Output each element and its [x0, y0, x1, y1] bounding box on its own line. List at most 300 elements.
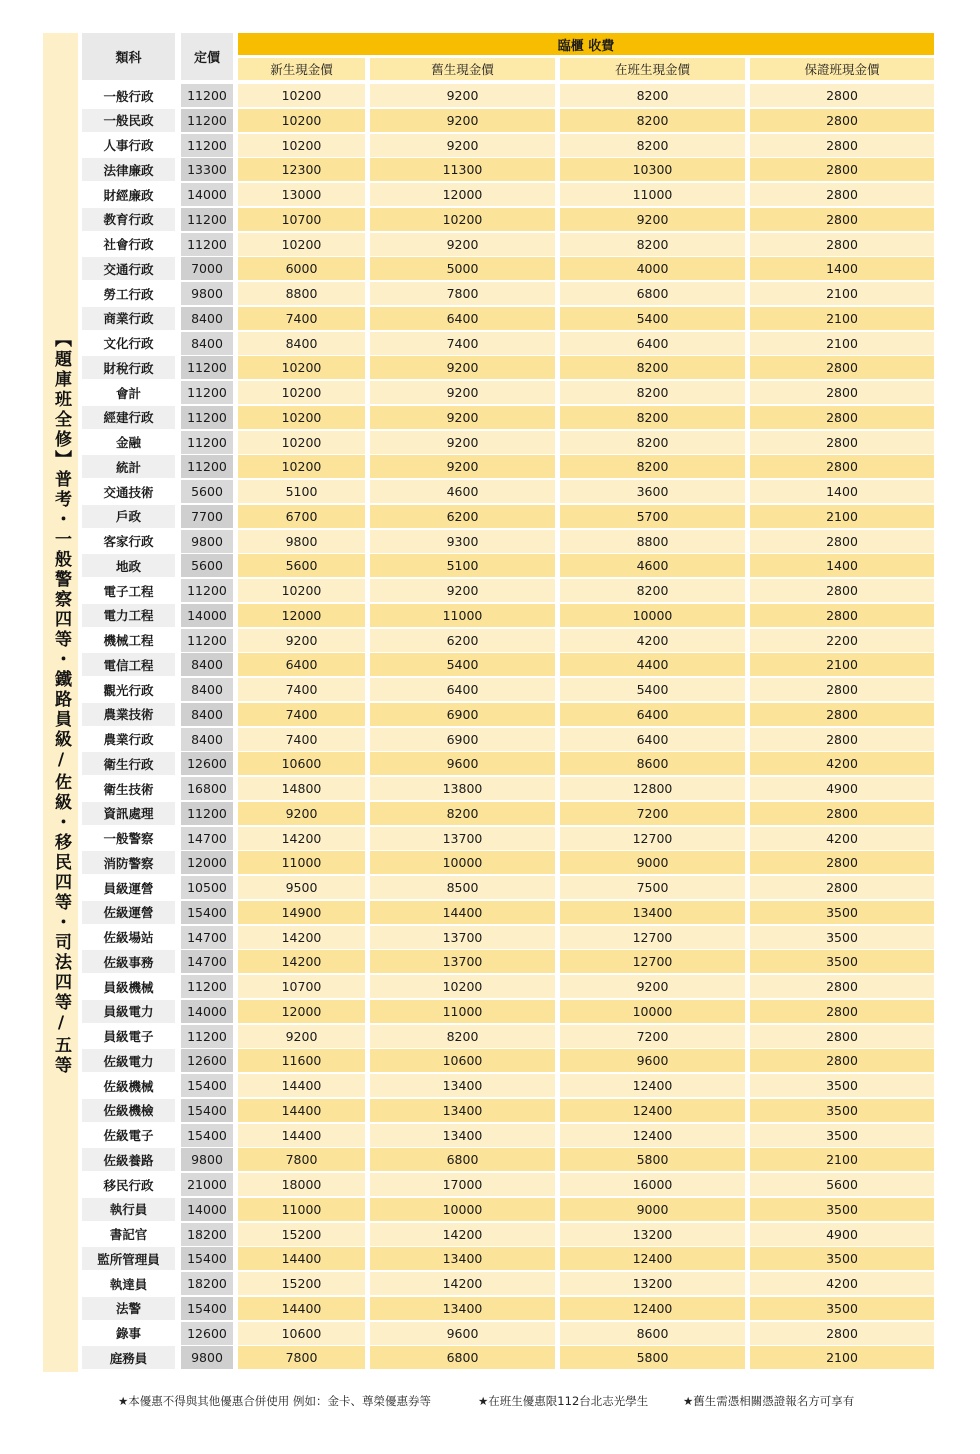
guarantee-class-price-cell: 2800 [750, 703, 934, 726]
category-cell: 地政 [82, 554, 175, 577]
returning-student-price-cell: 12000 [370, 183, 555, 206]
list-price-cell: 8400 [181, 307, 233, 330]
new-student-price-cell: 9200 [238, 1025, 365, 1048]
table-row [0, 1025, 980, 1048]
table-row [0, 827, 980, 850]
category-cell: 員級機械 [82, 975, 175, 998]
list-price-cell: 7000 [181, 257, 233, 280]
category-cell: 電信工程 [82, 653, 175, 676]
table-row [0, 158, 980, 181]
guarantee-class-price-cell: 2800 [750, 579, 934, 602]
category-cell: 移民行政 [82, 1173, 175, 1196]
returning-student-price-cell: 10000 [370, 1198, 555, 1221]
guarantee-class-price-cell: 3500 [750, 1297, 934, 1320]
table-row [0, 208, 980, 231]
table-row [0, 1099, 980, 1122]
category-cell: 執達員 [82, 1272, 175, 1295]
table-row [0, 653, 980, 676]
new-student-price-cell: 11000 [238, 1198, 365, 1221]
current-student-price-cell: 8200 [560, 579, 745, 602]
table-row [0, 332, 980, 355]
current-student-price-cell: 6800 [560, 282, 745, 305]
list-price-cell: 15400 [181, 901, 233, 924]
table-row [0, 109, 980, 132]
returning-student-price-cell: 6900 [370, 703, 555, 726]
new-student-price-cell: 10600 [238, 1322, 365, 1345]
new-student-price-cell: 6700 [238, 505, 365, 528]
category-cell: 佐級電力 [82, 1049, 175, 1072]
current-student-price-cell: 9200 [560, 975, 745, 998]
returning-student-price-cell: 8200 [370, 1025, 555, 1048]
guarantee-class-price-cell: 3500 [750, 950, 934, 973]
category-cell: 佐級機檢 [82, 1099, 175, 1122]
new-student-price-cell: 15200 [238, 1223, 365, 1246]
returning-student-price-cell: 5100 [370, 554, 555, 577]
returning-student-price-cell: 9200 [370, 431, 555, 454]
category-cell: 一般警察 [82, 827, 175, 850]
current-student-price-cell: 8200 [560, 381, 745, 404]
category-cell: 佐級機械 [82, 1074, 175, 1097]
category-cell: 觀光行政 [82, 678, 175, 701]
table-row [0, 1322, 980, 1345]
list-price-cell: 14000 [181, 604, 233, 627]
current-student-price-cell: 4000 [560, 257, 745, 280]
new-student-price-cell: 14400 [238, 1247, 365, 1270]
new-student-price-cell: 9800 [238, 530, 365, 553]
category-cell: 財稅行政 [82, 356, 175, 379]
category-cell: 勞工行政 [82, 282, 175, 305]
new-student-price-cell: 10200 [238, 233, 365, 256]
table-row [0, 381, 980, 404]
category-cell: 佐級事務 [82, 950, 175, 973]
new-student-price-cell: 10200 [238, 381, 365, 404]
category-cell: 人事行政 [82, 134, 175, 157]
category-cell: 電力工程 [82, 604, 175, 627]
list-price-cell: 11200 [181, 1025, 233, 1048]
guarantee-class-price-cell: 2800 [750, 1322, 934, 1345]
returning-student-price-cell: 7400 [370, 332, 555, 355]
current-student-price-cell: 5700 [560, 505, 745, 528]
list-price-cell: 12600 [181, 752, 233, 775]
returning-student-price-cell: 4600 [370, 480, 555, 503]
category-cell: 佐級電子 [82, 1124, 175, 1147]
table-row [0, 678, 980, 701]
list-price-cell: 5600 [181, 554, 233, 577]
new-student-price-cell: 14200 [238, 950, 365, 973]
table-row [0, 926, 980, 949]
list-price-cell: 12600 [181, 1049, 233, 1072]
table-row [0, 1346, 980, 1369]
new-student-price-cell: 9200 [238, 802, 365, 825]
returning-student-price-cell: 9200 [370, 84, 555, 107]
list-price-cell: 14000 [181, 1000, 233, 1023]
current-student-price-cell: 5400 [560, 307, 745, 330]
new-student-price-cell: 9200 [238, 629, 365, 652]
category-cell: 消防警察 [82, 851, 175, 874]
returning-student-price-cell: 6900 [370, 728, 555, 751]
new-student-price-cell: 10200 [238, 406, 365, 429]
list-price-cell: 14700 [181, 950, 233, 973]
category-cell: 客家行政 [82, 530, 175, 553]
guarantee-class-price-cell: 1400 [750, 480, 934, 503]
table-row [0, 1074, 980, 1097]
list-price-cell: 14700 [181, 926, 233, 949]
list-price-cell: 12000 [181, 851, 233, 874]
table-row [0, 530, 980, 553]
returning-student-price-cell: 5000 [370, 257, 555, 280]
new-student-price-cell: 5600 [238, 554, 365, 577]
list-price-cell: 9800 [181, 1346, 233, 1369]
new-student-price-cell: 14400 [238, 1297, 365, 1320]
returning-student-price-cell: 9200 [370, 109, 555, 132]
new-student-price-cell: 18000 [238, 1173, 365, 1196]
guarantee-class-price-cell: 2800 [750, 1000, 934, 1023]
list-price-cell: 11200 [181, 975, 233, 998]
new-student-price-cell: 15200 [238, 1272, 365, 1295]
list-price-cell: 13300 [181, 158, 233, 181]
current-student-price-cell: 12700 [560, 926, 745, 949]
header-guarantee-class-price: 保證班現金價 [750, 58, 934, 80]
table-row [0, 1000, 980, 1023]
new-student-price-cell: 8400 [238, 332, 365, 355]
current-student-price-cell: 8200 [560, 455, 745, 478]
footer-note: ★本優惠不得與其他優惠合併使用 例如：金卡、尊榮優惠券等 [118, 1394, 431, 1408]
footer-notes [0, 1393, 980, 1413]
list-price-cell: 8400 [181, 703, 233, 726]
guarantee-class-price-cell: 2800 [750, 381, 934, 404]
new-student-price-cell: 7800 [238, 1346, 365, 1369]
table-row [0, 1297, 980, 1320]
table-row [0, 604, 980, 627]
new-student-price-cell: 6000 [238, 257, 365, 280]
table-row [0, 480, 980, 503]
new-student-price-cell: 14400 [238, 1074, 365, 1097]
category-cell: 農業行政 [82, 728, 175, 751]
returning-student-price-cell: 13400 [370, 1124, 555, 1147]
category-cell: 農業技術 [82, 703, 175, 726]
guarantee-class-price-cell: 4200 [750, 827, 934, 850]
category-cell: 佐級養路 [82, 1148, 175, 1171]
new-student-price-cell: 10200 [238, 431, 365, 454]
guarantee-class-price-cell: 2800 [750, 802, 934, 825]
returning-student-price-cell: 9200 [370, 356, 555, 379]
list-price-cell: 15400 [181, 1124, 233, 1147]
category-cell: 統計 [82, 455, 175, 478]
guarantee-class-price-cell: 2800 [750, 134, 934, 157]
returning-student-price-cell: 6400 [370, 307, 555, 330]
table-row [0, 629, 980, 652]
new-student-price-cell: 10700 [238, 975, 365, 998]
table-row [0, 752, 980, 775]
category-cell: 監所管理員 [82, 1247, 175, 1270]
current-student-price-cell: 12400 [560, 1074, 745, 1097]
new-student-price-cell: 12000 [238, 604, 365, 627]
guarantee-class-price-cell: 2800 [750, 728, 934, 751]
guarantee-class-price-cell: 2100 [750, 307, 934, 330]
list-price-cell: 9800 [181, 282, 233, 305]
new-student-price-cell: 10200 [238, 84, 365, 107]
current-student-price-cell: 5800 [560, 1148, 745, 1171]
current-student-price-cell: 7200 [560, 802, 745, 825]
table-row [0, 876, 980, 899]
list-price-cell: 11200 [181, 109, 233, 132]
new-student-price-cell: 7400 [238, 703, 365, 726]
current-student-price-cell: 13400 [560, 901, 745, 924]
list-price-cell: 21000 [181, 1173, 233, 1196]
guarantee-class-price-cell: 3500 [750, 1074, 934, 1097]
list-price-cell: 11200 [181, 134, 233, 157]
guarantee-class-price-cell: 2100 [750, 653, 934, 676]
category-cell: 交通行政 [82, 257, 175, 280]
guarantee-class-price-cell: 2800 [750, 158, 934, 181]
list-price-cell: 9800 [181, 530, 233, 553]
category-cell: 文化行政 [82, 332, 175, 355]
list-price-cell: 11200 [181, 579, 233, 602]
returning-student-price-cell: 8500 [370, 876, 555, 899]
new-student-price-cell: 14400 [238, 1099, 365, 1122]
list-price-cell: 15400 [181, 1099, 233, 1122]
current-student-price-cell: 10300 [560, 158, 745, 181]
list-price-cell: 14000 [181, 1198, 233, 1221]
current-student-price-cell: 13200 [560, 1272, 745, 1295]
table-row [0, 84, 980, 107]
returning-student-price-cell: 14200 [370, 1223, 555, 1246]
current-student-price-cell: 9200 [560, 208, 745, 231]
guarantee-class-price-cell: 4200 [750, 1272, 934, 1295]
list-price-cell: 12600 [181, 1322, 233, 1345]
guarantee-class-price-cell: 2800 [750, 183, 934, 206]
category-cell: 書記官 [82, 1223, 175, 1246]
list-price-cell: 11200 [181, 802, 233, 825]
returning-student-price-cell: 6200 [370, 629, 555, 652]
guarantee-class-price-cell: 2100 [750, 1148, 934, 1171]
current-student-price-cell: 16000 [560, 1173, 745, 1196]
new-student-price-cell: 14200 [238, 827, 365, 850]
table-row [0, 975, 980, 998]
table-row [0, 233, 980, 256]
current-student-price-cell: 12400 [560, 1124, 745, 1147]
current-student-price-cell: 7500 [560, 876, 745, 899]
returning-student-price-cell: 6200 [370, 505, 555, 528]
list-price-cell: 8400 [181, 332, 233, 355]
returning-student-price-cell: 10600 [370, 1049, 555, 1072]
table-row [0, 1198, 980, 1221]
header-current-student-price: 在班生現金價 [560, 58, 745, 80]
guarantee-class-price-cell: 1400 [750, 554, 934, 577]
header-category: 類科 [82, 33, 175, 80]
list-price-cell: 15400 [181, 1247, 233, 1270]
category-cell: 社會行政 [82, 233, 175, 256]
guarantee-class-price-cell: 2100 [750, 282, 934, 305]
new-student-price-cell: 10200 [238, 109, 365, 132]
returning-student-price-cell: 13700 [370, 950, 555, 973]
category-cell: 員級運營 [82, 876, 175, 899]
new-student-price-cell: 8800 [238, 282, 365, 305]
guarantee-class-price-cell: 1400 [750, 257, 934, 280]
current-student-price-cell: 8200 [560, 84, 745, 107]
category-cell: 資訊處理 [82, 802, 175, 825]
table-row [0, 1124, 980, 1147]
returning-student-price-cell: 5400 [370, 653, 555, 676]
returning-student-price-cell: 14400 [370, 901, 555, 924]
list-price-cell: 18200 [181, 1223, 233, 1246]
category-cell: 法律廉政 [82, 158, 175, 181]
guarantee-class-price-cell: 2800 [750, 406, 934, 429]
list-price-cell: 11200 [181, 356, 233, 379]
returning-student-price-cell: 10000 [370, 851, 555, 874]
table-row [0, 356, 980, 379]
returning-student-price-cell: 13400 [370, 1074, 555, 1097]
new-student-price-cell: 10200 [238, 579, 365, 602]
category-cell: 佐級運營 [82, 901, 175, 924]
current-student-price-cell: 12700 [560, 950, 745, 973]
list-price-cell: 11200 [181, 629, 233, 652]
table-row [0, 802, 980, 825]
category-cell: 金融 [82, 431, 175, 454]
current-student-price-cell: 8200 [560, 431, 745, 454]
current-student-price-cell: 5800 [560, 1346, 745, 1369]
category-cell: 財經廉政 [82, 183, 175, 206]
returning-student-price-cell: 11300 [370, 158, 555, 181]
returning-student-price-cell: 9200 [370, 406, 555, 429]
category-cell: 戶政 [82, 505, 175, 528]
current-student-price-cell: 13200 [560, 1223, 745, 1246]
table-row [0, 455, 980, 478]
table-row [0, 183, 980, 206]
new-student-price-cell: 10200 [238, 455, 365, 478]
category-cell: 員級電力 [82, 1000, 175, 1023]
guarantee-class-price-cell: 2100 [750, 332, 934, 355]
current-student-price-cell: 9000 [560, 1198, 745, 1221]
current-student-price-cell: 4400 [560, 653, 745, 676]
category-cell: 機械工程 [82, 629, 175, 652]
returning-student-price-cell: 13400 [370, 1297, 555, 1320]
returning-student-price-cell: 6800 [370, 1346, 555, 1369]
category-cell: 會計 [82, 381, 175, 404]
new-student-price-cell: 10600 [238, 752, 365, 775]
current-student-price-cell: 8200 [560, 233, 745, 256]
returning-student-price-cell: 9200 [370, 455, 555, 478]
current-student-price-cell: 8200 [560, 406, 745, 429]
list-price-cell: 11200 [181, 233, 233, 256]
category-cell: 交通技術 [82, 480, 175, 503]
new-student-price-cell: 12300 [238, 158, 365, 181]
returning-student-price-cell: 11000 [370, 1000, 555, 1023]
table-row [0, 851, 980, 874]
new-student-price-cell: 10200 [238, 134, 365, 157]
guarantee-class-price-cell: 2800 [750, 84, 934, 107]
guarantee-class-price-cell: 2800 [750, 851, 934, 874]
list-price-cell: 18200 [181, 1272, 233, 1295]
current-student-price-cell: 10000 [560, 604, 745, 627]
new-student-price-cell: 5100 [238, 480, 365, 503]
list-price-cell: 11200 [181, 406, 233, 429]
current-student-price-cell: 12800 [560, 777, 745, 800]
guarantee-class-price-cell: 2800 [750, 455, 934, 478]
list-price-cell: 8400 [181, 653, 233, 676]
guarantee-class-price-cell: 3500 [750, 1198, 934, 1221]
list-price-cell: 8400 [181, 728, 233, 751]
current-student-price-cell: 8800 [560, 530, 745, 553]
returning-student-price-cell: 6800 [370, 1148, 555, 1171]
guarantee-class-price-cell: 2800 [750, 208, 934, 231]
returning-student-price-cell: 9300 [370, 530, 555, 553]
table-row [0, 1148, 980, 1171]
guarantee-class-price-cell: 2800 [750, 975, 934, 998]
table-row [0, 431, 980, 454]
new-student-price-cell: 7400 [238, 678, 365, 701]
category-cell: 商業行政 [82, 307, 175, 330]
current-student-price-cell: 10000 [560, 1000, 745, 1023]
category-cell: 一般民政 [82, 109, 175, 132]
category-cell: 一般行政 [82, 84, 175, 107]
guarantee-class-price-cell: 4200 [750, 752, 934, 775]
returning-student-price-cell: 7800 [370, 282, 555, 305]
list-price-cell: 10500 [181, 876, 233, 899]
guarantee-class-price-cell: 2200 [750, 629, 934, 652]
header-list-price: 定價 [181, 33, 233, 80]
table-row [0, 1272, 980, 1295]
category-cell: 庭務員 [82, 1346, 175, 1369]
returning-student-price-cell: 13400 [370, 1099, 555, 1122]
list-price-cell: 14000 [181, 183, 233, 206]
returning-student-price-cell: 13700 [370, 926, 555, 949]
guarantee-class-price-cell: 4900 [750, 1223, 934, 1246]
returning-student-price-cell: 10200 [370, 208, 555, 231]
new-student-price-cell: 14400 [238, 1124, 365, 1147]
new-student-price-cell: 14800 [238, 777, 365, 800]
current-student-price-cell: 6400 [560, 728, 745, 751]
returning-student-price-cell: 14200 [370, 1272, 555, 1295]
returning-student-price-cell: 8200 [370, 802, 555, 825]
table-row [0, 728, 980, 751]
guarantee-class-price-cell: 2800 [750, 530, 934, 553]
guarantee-class-price-cell: 2800 [750, 876, 934, 899]
table-row [0, 1049, 980, 1072]
list-price-cell: 16800 [181, 777, 233, 800]
footer-note: ★在班生優惠限112台北志光學生 [478, 1394, 649, 1408]
new-student-price-cell: 10200 [238, 356, 365, 379]
current-student-price-cell: 3600 [560, 480, 745, 503]
category-cell: 電子工程 [82, 579, 175, 602]
current-student-price-cell: 9600 [560, 1049, 745, 1072]
table-row [0, 257, 980, 280]
current-student-price-cell: 8200 [560, 109, 745, 132]
new-student-price-cell: 14200 [238, 926, 365, 949]
footer-note: ★舊生需憑相關憑證報名方可享有 [683, 1394, 855, 1408]
returning-student-price-cell: 9200 [370, 134, 555, 157]
guarantee-class-price-cell: 4900 [750, 777, 934, 800]
returning-student-price-cell: 9200 [370, 233, 555, 256]
guarantee-class-price-cell: 2800 [750, 1025, 934, 1048]
category-cell: 衛生技術 [82, 777, 175, 800]
current-student-price-cell: 8600 [560, 752, 745, 775]
current-student-price-cell: 6400 [560, 332, 745, 355]
current-student-price-cell: 7200 [560, 1025, 745, 1048]
guarantee-class-price-cell: 3500 [750, 901, 934, 924]
returning-student-price-cell: 9200 [370, 579, 555, 602]
current-student-price-cell: 5400 [560, 678, 745, 701]
list-price-cell: 11200 [181, 84, 233, 107]
list-price-cell: 5600 [181, 480, 233, 503]
guarantee-class-price-cell: 2100 [750, 505, 934, 528]
guarantee-class-price-cell: 2800 [750, 233, 934, 256]
current-student-price-cell: 12400 [560, 1099, 745, 1122]
category-cell: 執行員 [82, 1198, 175, 1221]
current-student-price-cell: 8600 [560, 1322, 745, 1345]
new-student-price-cell: 7400 [238, 728, 365, 751]
category-cell: 錄事 [82, 1322, 175, 1345]
